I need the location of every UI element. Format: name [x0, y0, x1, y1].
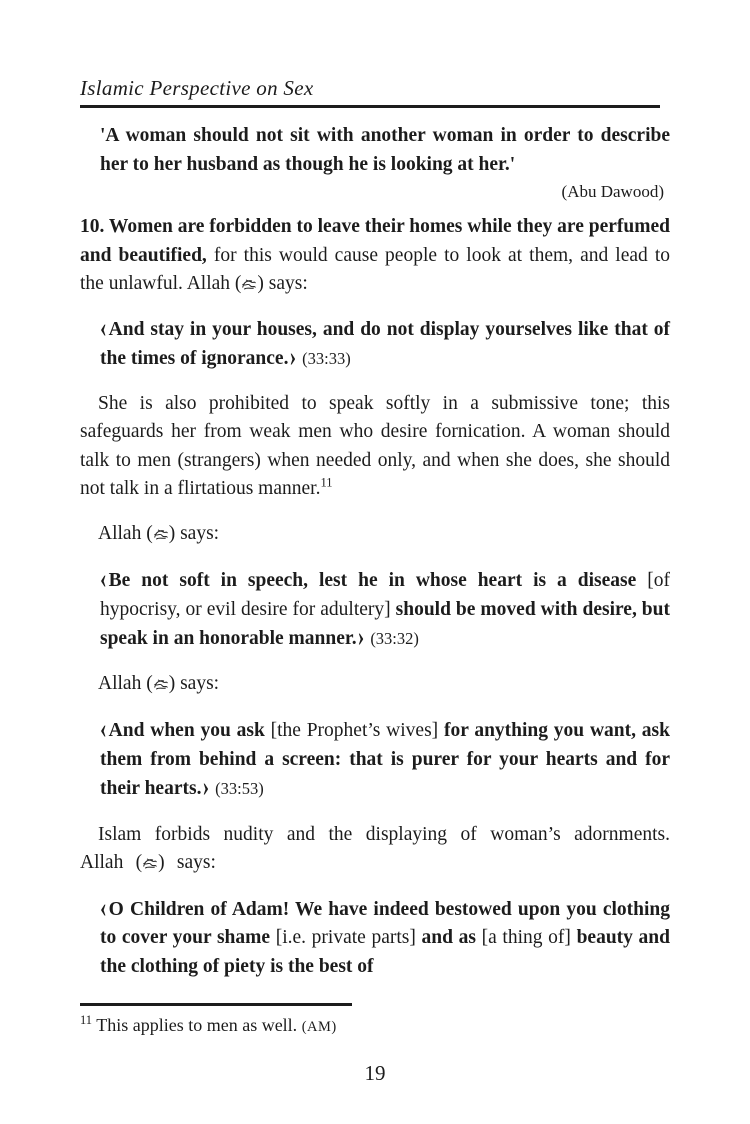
footnote-text: [80, 1013, 640, 1039]
text-segment: 'A woman should not sit with another woman in order to describe her to her husband as though he is looking at her.': [100, 125, 670, 175]
text-segment: should be moved with desire, but speak in an honorable manner.: [100, 598, 670, 649]
text-segment: And stay in your houses, and do not display yourselves like that of the times of ignorance.: [100, 318, 670, 369]
text-segment: And when you ask: [108, 720, 271, 741]
allah-honorific-icon: ( ): [146, 522, 176, 544]
quran-quote-33-53: [100, 713, 670, 804]
text-segment: Allah: [98, 522, 147, 544]
text-segment: Islam forbids nudity and the displaying of woman’s adornments. Allah: [80, 823, 670, 873]
text-segment: says:: [175, 672, 220, 694]
hadith-quote: [100, 122, 670, 179]
paragraph-soft-speech: [80, 390, 670, 504]
footnote-marker: 11: [80, 1013, 93, 1027]
text-segment: for anything you want, ask them from behind a screen: that is purer for your hearts and for their hearts.: [100, 720, 670, 799]
paragraph-rule-10: [80, 213, 670, 299]
footnote-marker: 11: [320, 475, 333, 490]
text-segment: and as: [421, 927, 482, 948]
text-segment: beauty and the clothing of piety is the best of: [100, 927, 670, 977]
text-segment: O Children of Adam! We have indeed bestowed upon you clothing to cover your shame: [100, 898, 670, 948]
quote-close-icon: ›: [357, 621, 365, 653]
quran-quote-33-33: [100, 312, 670, 374]
text-segment: (AM): [301, 1019, 337, 1035]
text-segment: says:: [263, 273, 308, 294]
text-segment: for this would cause people to look at them, and lead to the unlawful. Allah: [80, 244, 670, 294]
text-segment: 10. Women are forbidden to leave their homes while they are perfumed and beautified,: [80, 216, 670, 266]
allah-honorific-icon: ( ): [146, 672, 176, 694]
footnote-rule: [80, 1003, 352, 1006]
page-content: [80, 76, 670, 981]
quran-quote-children-of-adam: [100, 892, 670, 982]
allah-honorific-icon: ( ): [135, 852, 165, 873]
running-header: Islamic Perspective on Sex: [80, 76, 660, 108]
page-number: 19: [364, 1061, 386, 1085]
footnote-block: [80, 1003, 640, 1039]
allah-says-line-2: [80, 670, 670, 699]
allah-honorific-icon: ( ): [234, 273, 264, 294]
text-segment: She is also prohibited to speak softly in a submissive tone; this safeguards her from weak men who desire fornication. A woman should talk to men (strangers) when needed only, and when she does, she should not talk in a flirtatious manner.: [80, 392, 670, 499]
text-segment: (33:53): [215, 779, 264, 798]
quote-open-icon: ‹: [100, 713, 107, 745]
text-segment: Allah: [98, 672, 147, 694]
text-segment: [a thing of]: [481, 927, 577, 948]
paragraph-nudity: [80, 821, 670, 878]
quote-open-icon: ‹: [100, 312, 107, 344]
text-segment: This applies to men as well.: [92, 1015, 302, 1035]
text-segment: says:: [164, 852, 216, 873]
quote-close-icon: ›: [202, 771, 210, 803]
hadith-source: (Abu Dawood): [561, 182, 664, 201]
text-segment: Be not soft in speech, lest he in whose heart is a disease: [108, 570, 648, 591]
text-segment: [the Prophet’s wives]: [270, 720, 444, 741]
quran-quote-33-32: [100, 563, 670, 654]
quote-open-icon: ‹: [100, 892, 107, 924]
text-segment: (33:32): [370, 629, 419, 648]
allah-says-line-1: [80, 520, 670, 549]
text-segment: (33:33): [302, 349, 351, 368]
text-segment: [of hypocrisy, or evil desire for adultery]: [100, 570, 670, 620]
text-segment: says:: [175, 522, 220, 544]
quote-open-icon: ‹: [100, 563, 107, 595]
text-segment: [i.e. private parts]: [275, 927, 422, 948]
quote-close-icon: ›: [289, 341, 297, 373]
